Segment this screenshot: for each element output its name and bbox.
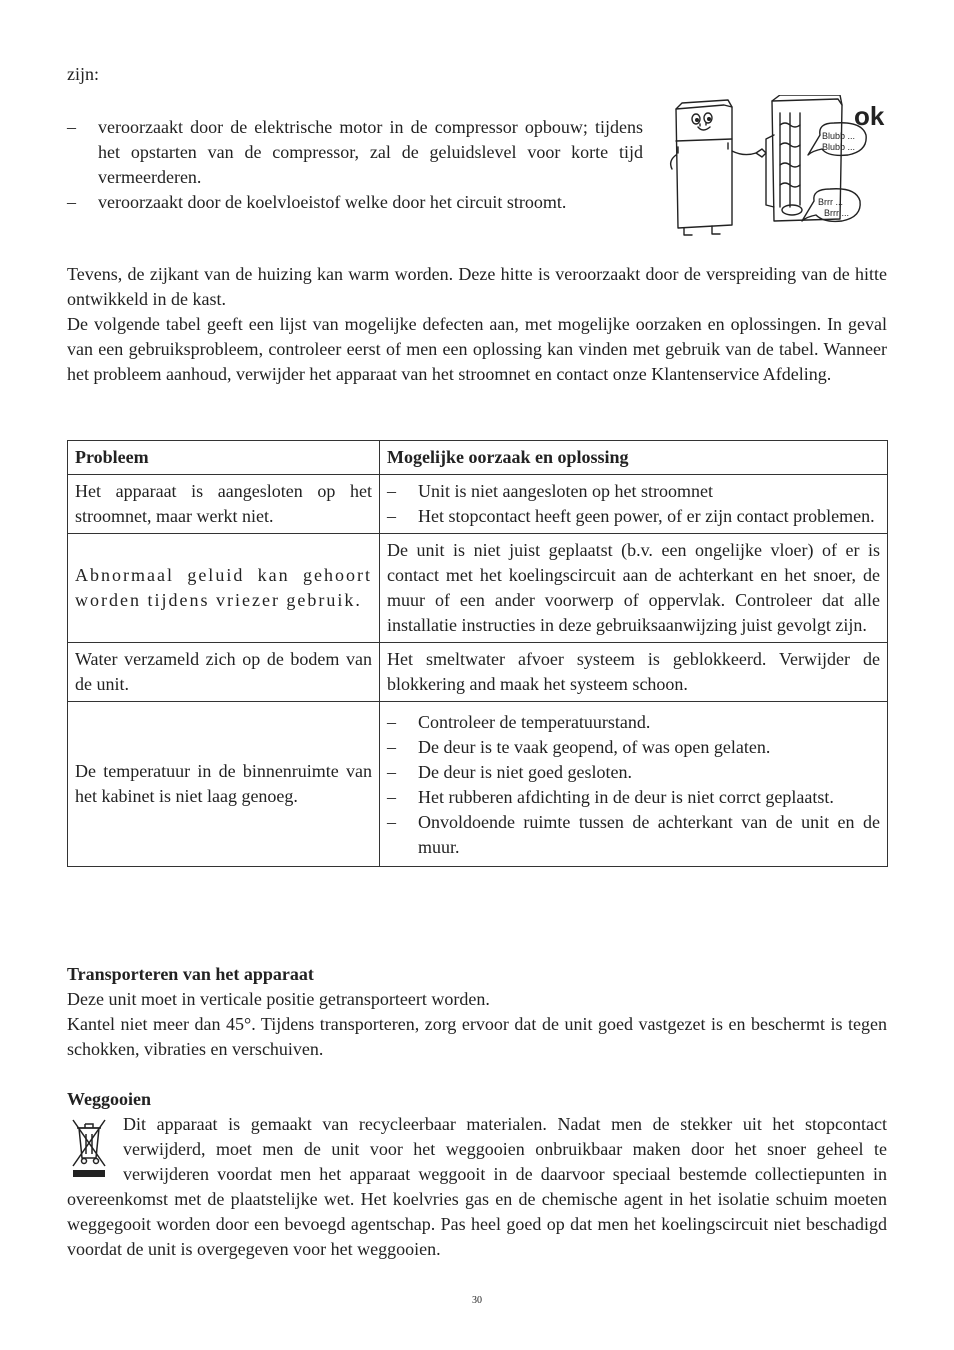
- table-row: [68, 643, 888, 702]
- troubleshooting-table: [67, 440, 888, 867]
- bubble-blubb-line: Blubb ...: [822, 131, 856, 141]
- table-row: [68, 534, 888, 643]
- intro-bullet: – veroorzaakt door de elektrische motor in de compressor opbouw; tijdens het opstarten van de compressor, zal de geluidslevel voor korte tijd vermeerderen.: [67, 115, 643, 190]
- table-row: [68, 702, 888, 867]
- solution-cell: Het smeltwater afvoer systeem is geblokkeerd. Verwijder de blokkering and maak het systeem schoon.: [380, 643, 888, 702]
- table-header-problem: Probleem: [68, 441, 380, 475]
- fridge-cartoon-illustration: [662, 95, 892, 243]
- transport-line: Deze unit moet in verticale positie getransporteert worden.: [67, 989, 490, 1009]
- table-header-row: [68, 441, 888, 475]
- solution-item: – De deur is niet goed gesloten.: [387, 760, 880, 785]
- solution-cell: [380, 475, 888, 534]
- solution-item: – Onvoldoende ruimte tussen de achterkant van de unit en de muur.: [387, 810, 880, 860]
- disposal-text: Dit apparaat is gemaakt van recycleerbaar materialen. Nadat men de stekker uit het stopcontact verwijderd, moet men de unit voor het weggooien onbruikbaar maken door het snoer geheel te verwijderen voordat men het apparaat weggooit in de daarvoor speciaal bestemde collectiepunten in overeenkomst met de plaatstelijke wet. Het koelvries gas en de chemische agent in het isolatie schuim moeten weggegooit worden door een bevoegd agentschap. Pas heel goed op dat men het koelingscircuit niet beschadigd voordat de unit is overgegeven voor het weggooien.: [67, 1114, 887, 1259]
- problem-cell: Abnormaal geluid kan gehoort worden tijdens vriezer gebruik.: [68, 534, 380, 643]
- problem-cell: Water verzameld zich op de bodem van de unit.: [68, 643, 380, 702]
- weee-crossed-bin-icon: [69, 1116, 109, 1180]
- transport-heading: Transporteren van het apparaat: [67, 964, 314, 984]
- disposal-block: [67, 1112, 887, 1262]
- intro-bullet: – veroorzaakt door de koelvloeistof welke door het circuit stroomt.: [67, 190, 643, 215]
- problem-cell: Het apparaat is aangesloten op het stroomnet, maar werkt niet.: [68, 475, 380, 534]
- page-number: 30: [472, 1295, 482, 1306]
- table-row: [68, 475, 888, 534]
- solution-list: [387, 710, 880, 860]
- problem-cell: De temperatuur in de binnenruimte van het kabinet is niet laag genoeg.: [68, 702, 380, 867]
- intro-bullet-list: [67, 115, 643, 215]
- transport-line: Kantel niet meer dan 45°. Tijdens transporteren, zorg ervoor dat de unit goed vastgezet is en beschermt is tegen schokken, vibraties en verschuiven.: [67, 1014, 887, 1059]
- solution-item: – Het stopcontact heeft geen power, of er zijn contact problemen.: [387, 504, 880, 529]
- solution-item: – Controleer de temperatuurstand.: [387, 710, 880, 735]
- solution-cell: [380, 702, 888, 867]
- intro-text: zijn:: [67, 64, 99, 84]
- solution-item: – De deur is te vaak geopend, of was open gelaten.: [387, 735, 880, 760]
- table-header-solution: Mogelijke oorzaak en oplossing: [380, 441, 888, 475]
- bubble-brrr-line: Brrr ...: [824, 208, 849, 218]
- paragraph-heat: Tevens, de zijkant van de huizing kan warm worden. Deze hitte is veroorzaakt door de verspreiding van de hitte ontwikkeld in de kast.: [67, 264, 887, 309]
- bubble-blubb-line: Blubb ...: [822, 142, 856, 152]
- disposal-heading: Weggooien: [67, 1089, 151, 1109]
- ok-label: ok: [854, 101, 885, 131]
- paragraph-table-intro: De volgende tabel geeft een lijst van mogelijke defecten aan, met mogelijke oorzaken en oplossingen. In geval van een gebruiksprobleem, controleer eerst of men een oplossing kan vinden met gebruik van de tabel. Wanneer het probleem aanhoud, verwijder het apparaat van het stroomnet en contact onze Klantenservice Afdeling.: [67, 314, 887, 384]
- solution-item: – Het rubberen afdichting in de deur is niet corrct geplaatst.: [387, 785, 880, 810]
- solution-cell: De unit is niet juist geplaatst (b.v. een ongelijke vloer) of er is contact met het koelingscircuit aan de achterkant en het snoer, de muur of een ander voorwerp of oppervlak. Controleer dat alle installatie instructies in deze gebruiksaanwijzing juist gevolgt zijn.: [380, 534, 888, 643]
- bubble-brrr-line: Brrr ...: [818, 197, 843, 207]
- solution-item: – Unit is niet aangesloten op het stroomnet: [387, 479, 880, 504]
- solution-list: [387, 479, 880, 529]
